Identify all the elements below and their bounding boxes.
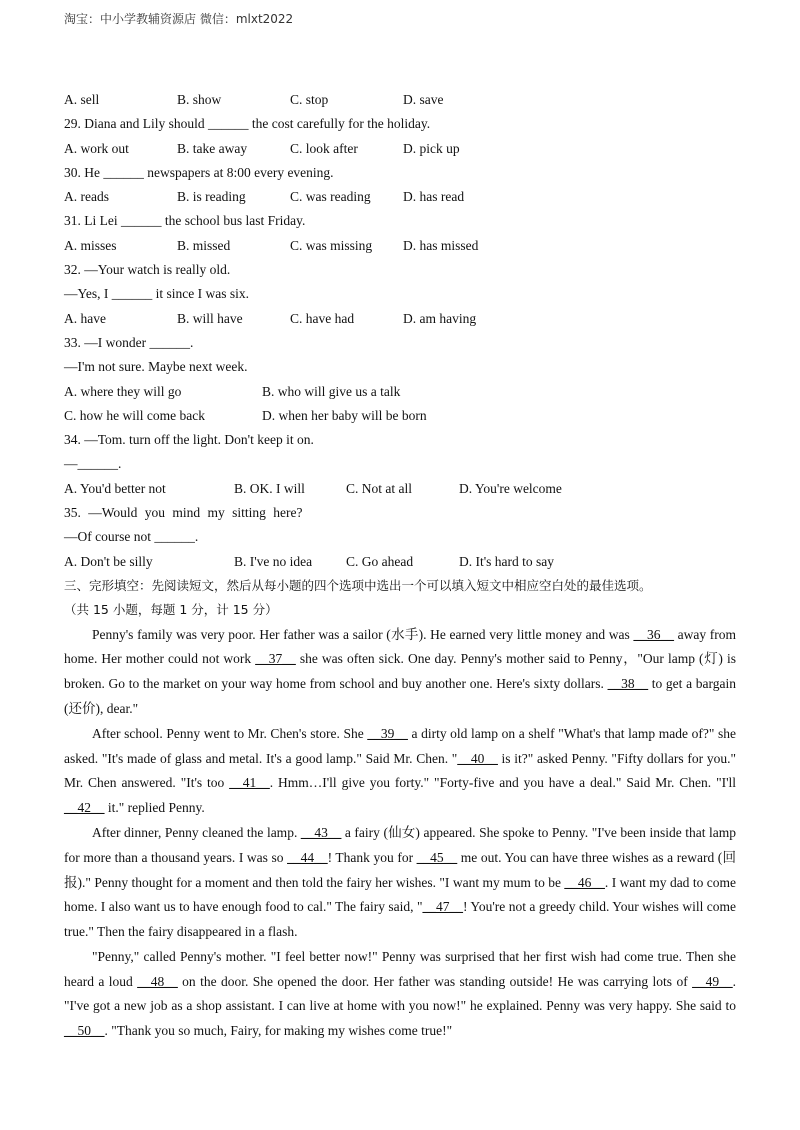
q35-option-a: A. Don't be silly [64, 553, 153, 569]
exam-content [64, 88, 736, 1044]
q28-option-a: A. sell [64, 92, 100, 107]
q35-option-b: B. I've no idea [234, 553, 313, 569]
blank-37: __37__ [255, 651, 296, 667]
section-3-scoring: （共 15 小题，每题 1 分，计 15 分） [64, 602, 278, 618]
passage-text: ! Thank you for [327, 849, 417, 865]
passage-text: a fairy (仙女) appeared. She spoke to Penny. "I've been inside that lamp for more than a thousand years. I was so [64, 824, 737, 865]
q29-option-b: B. take away [177, 140, 248, 156]
q35-line2: —Of course not ______. [64, 529, 199, 545]
passage-text: to get a bargain (还价), dear." [64, 676, 736, 716]
passage-text: on the door. She opened the door. Her father was standing outside! He was carrying lots of [177, 973, 693, 989]
passage-text: "Penny," called Penny's mother. "I feel better now!" Penny was surprised that her first wish had come true. Then she heard a loud [64, 948, 736, 989]
passage-text: Penny's family was very poor. Her father was a sailor (水手). He earned very little money and was [92, 626, 634, 642]
q34-line1: 34. —Tom. turn off the light. Don't keep it on. [64, 432, 314, 448]
q33-line2: —I'm not sure. Maybe next week. [64, 359, 248, 375]
q30-options [64, 185, 736, 209]
q32-line2: —Yes, I ______ it since I was six. [64, 286, 249, 302]
passage-text: is it?" asked Penny. "Fifty dollars for you." Mr. Chen answered. "It's too [64, 750, 736, 791]
blank-48: __48__ [137, 973, 178, 989]
passage-text: . "Thank you so much, Fairy, for making my wishes come true!" [104, 1023, 453, 1039]
q30-option-c: C. was reading [290, 189, 371, 205]
blank-44: __44__ [287, 849, 328, 865]
q33-options-row1 [64, 380, 736, 404]
q29-option-d: D. pick up [403, 140, 460, 156]
blank-43: __43__ [300, 824, 342, 840]
q28-options [64, 88, 736, 112]
q31-option-d: D. has missed [403, 237, 479, 253]
q31-option-c: C. was missing [290, 237, 373, 253]
q33-option-c: C. how he will come back [64, 407, 205, 423]
q35-option-c: C. Go ahead [346, 553, 414, 569]
blank-42: __42__ [64, 800, 105, 816]
q31-options [64, 234, 736, 258]
passage-text: a dirty old lamp on a shelf "What's that lamp made of?" she asked. "It's made of glass and metal. It's a good lamp." Said Mr. Chen. " [64, 725, 736, 766]
q30-option-b: B. is reading [177, 189, 246, 205]
blank-38: __38__ [607, 676, 649, 692]
passage-text: After school. Penny went to Mr. Chen's store. She [92, 725, 368, 741]
passage-text: . Hmm…I'll give you forty." "Forty-five and you have a deal." Said Mr. Chen. "I'll [269, 775, 737, 791]
q29-stem: 29. Diana and Lily should ______ the cost carefully for the holiday. [64, 116, 431, 132]
passage-text: it." replied Penny. [104, 800, 205, 816]
passage-paragraph-4 [64, 945, 736, 1044]
q31-option-a: A. misses [64, 237, 117, 253]
q35-line1: 35. —Would you mind my sitting here? [64, 505, 303, 521]
passage-text: After dinner, Penny cleaned the lamp. [92, 824, 301, 840]
blank-50: __50__ [64, 1023, 105, 1039]
q29-option-a: A. work out [64, 140, 129, 156]
blank-49: __49__ [692, 973, 733, 989]
q34-option-d: D. You're welcome [459, 480, 562, 496]
q34-options [64, 477, 736, 501]
q32-option-d: D. am having [403, 310, 477, 326]
blank-36: __36__ [633, 626, 674, 642]
q34-option-c: C. Not at all [346, 480, 412, 496]
blank-46: __46__ [564, 874, 605, 890]
q31-option-b: B. missed [177, 237, 231, 253]
q28-option-c: C. stop [290, 92, 329, 107]
q30-stem: 30. He ______ newspapers at 8:00 every evening. [64, 164, 334, 180]
q31-stem: 31. Li Lei ______ the school bus last Friday. [64, 213, 306, 229]
blank-40: __40__ [457, 750, 498, 766]
q33-line1: 33. —I wonder ______. [64, 334, 194, 350]
passage-paragraph-3 [64, 821, 736, 945]
q35-options [64, 550, 736, 574]
q32-option-a: A. have [64, 310, 106, 326]
q33-option-d: D. when her baby will be born [262, 407, 427, 423]
blank-41: __41__ [229, 775, 270, 791]
q28-option-d: D. save [403, 92, 444, 107]
q30-option-d: D. has read [403, 189, 465, 205]
q33-option-a: A. where they will go [64, 383, 182, 399]
passage-text: . I want my dad to come home. I also want us to have enough food to cal." The fairy said, " [64, 874, 736, 915]
q32-options [64, 307, 736, 331]
q33-option-b: B. who will give us a talk [262, 383, 401, 399]
q34-option-a: A. You'd better not [64, 480, 166, 496]
passage-paragraph-2 [64, 722, 736, 821]
q29-options [64, 137, 736, 161]
blank-45: __45__ [416, 849, 458, 865]
passage-text: ! You're not a greedy child. Your wishes will come true." Then the fairy disappeared in a flash. [64, 899, 737, 940]
passage-text: she was often sick. One day. Penny's mother said to Penny，"Our lamp (灯) is broken. Go to the market on your way home from school and buy another one. Here's sixty dollars. [64, 651, 736, 692]
q33-options-row2 [64, 404, 736, 428]
q30-option-a: A. reads [64, 189, 109, 205]
q28-option-b: B. show [177, 92, 222, 107]
q32-option-b: B. will have [177, 310, 243, 326]
page-header-watermark: 淘宝：中小学教辅资源店 微信：mlxt2022 [64, 12, 294, 26]
passage-paragraph-1 [64, 623, 736, 722]
q35-option-d: D. It's hard to say [459, 553, 555, 569]
blank-47: __47__ [422, 899, 463, 915]
blank-39: __39__ [367, 725, 408, 741]
q34-option-b: B. OK. I will [234, 480, 305, 496]
q29-option-c: C. look after [290, 140, 358, 156]
section-3-instructions: 三、完形填空：先阅读短文，然后从每小题的四个选项中选出一个可以填入短文中相应空白处的最佳选项。 [64, 577, 652, 593]
passage-text: . "I've got a new job as a shop assistant. I can live at home with you now!" he explained. Penny was very happy. She said to [64, 973, 736, 1014]
q34-line2: —______. [64, 456, 122, 472]
q32-line1: 32. —Your watch is really old. [64, 262, 231, 278]
passage-text: me out. You can have three wishes as a reward (回报)." Penny thought for a moment and then told the fairy her wishes. "I want my mum to be [64, 849, 736, 890]
q32-option-c: C. have had [290, 310, 355, 326]
passage-text: away from home. Her mother could not work [64, 626, 736, 667]
